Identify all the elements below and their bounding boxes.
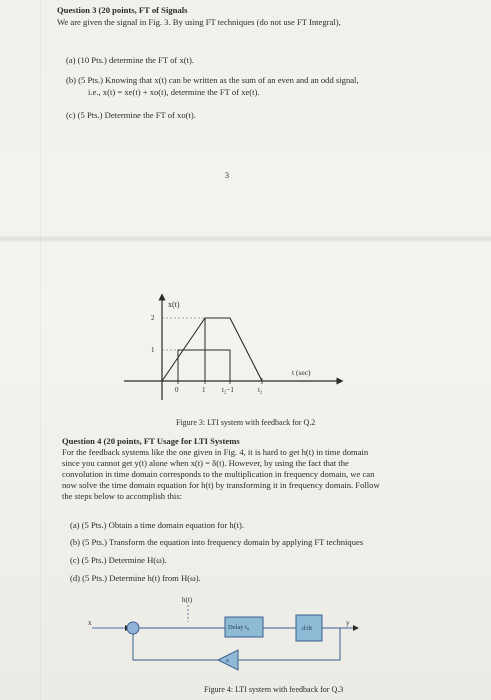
q3-part-c: (c) (5 Pts.) Determine the FT of xo(t). (66, 110, 196, 120)
q4-title: Question 4 (20 points, FT Usage for LTI Systems (62, 436, 240, 446)
signal-rect-right (205, 350, 230, 381)
q4-para-line4: now solve the time domain equation for h(t) by transforming it in frequency domain. Follow (62, 480, 380, 490)
x-tick-label-t2m1: t₂−1 (222, 386, 234, 394)
y-tick-label-2: 2 (151, 314, 155, 322)
q4-part-c: (c) (5 Pts.) Determine H(ω). (70, 555, 167, 565)
y-axis-label: x(t) (168, 300, 180, 309)
gain-label: a (226, 657, 229, 664)
x-tick-label-0: 0 (175, 386, 179, 394)
q4-para-line3: convolution in time domain corresponds to the multiplication in frequency domain, we can (62, 469, 375, 479)
derivative-label: d/dt (302, 625, 313, 632)
figure3-caption: Figure 3: LTI system with feedback for Q.2 (176, 418, 316, 427)
summing-junction (127, 622, 139, 634)
q3-part-b-cont: i.e., x(t) = xe(t) + xo(t), determine the FT of xe(t). (88, 87, 260, 97)
q4-part-d: (d) (5 Pts.) Determine h(t) from H(ω). (70, 573, 201, 583)
feedback-return (133, 634, 218, 660)
q3-intro: We are given the signal in Fig. 3. By using FT techniques (do not use FT Integral), (57, 17, 341, 27)
figure4-caption: Figure 4: LTI system with feedback for Q.3 (204, 685, 344, 694)
q4-para-line5: the steps below to accomplish this: (62, 491, 183, 501)
input-label: x (88, 619, 92, 627)
x-axis-label: t (sec) (292, 368, 311, 377)
page-number: 3 (225, 171, 229, 180)
q4-part-a: (a) (5 Pts.) Obtain a time domain equation for h(t). (70, 520, 244, 530)
q4-para-line2: since you cannot get y(t) alone when x(t) = δ(t). However, by using the fact that the (62, 458, 349, 468)
signal-rect-left (178, 318, 205, 381)
q4-part-b: (b) (5 Pts.) Transform the equation into frequency domain by applying FT techniques (70, 537, 364, 547)
q4-para-line1: For the feedback systems like the one given in Fig. 4, it is hard to get h(t) in time domain (62, 447, 369, 457)
q3-title: Question 3 (20 points, FT of Signals (57, 5, 188, 15)
q3-part-a: (a) (10 Pts.) determine the FT of x(t). (66, 55, 194, 65)
h-label: h(t) (182, 596, 193, 604)
x-tick-label-1: 1 (202, 386, 206, 394)
q3-part-b: (b) (5 Pts.) Knowing that x(t) can be written as the sum of an even and an odd signal, (66, 75, 359, 85)
x-tick-label-t2: t₂ (258, 386, 263, 394)
delay-label: Delay t₀ (228, 624, 250, 631)
output-label: y (346, 619, 350, 627)
y-tick-label-1: 1 (151, 346, 155, 354)
